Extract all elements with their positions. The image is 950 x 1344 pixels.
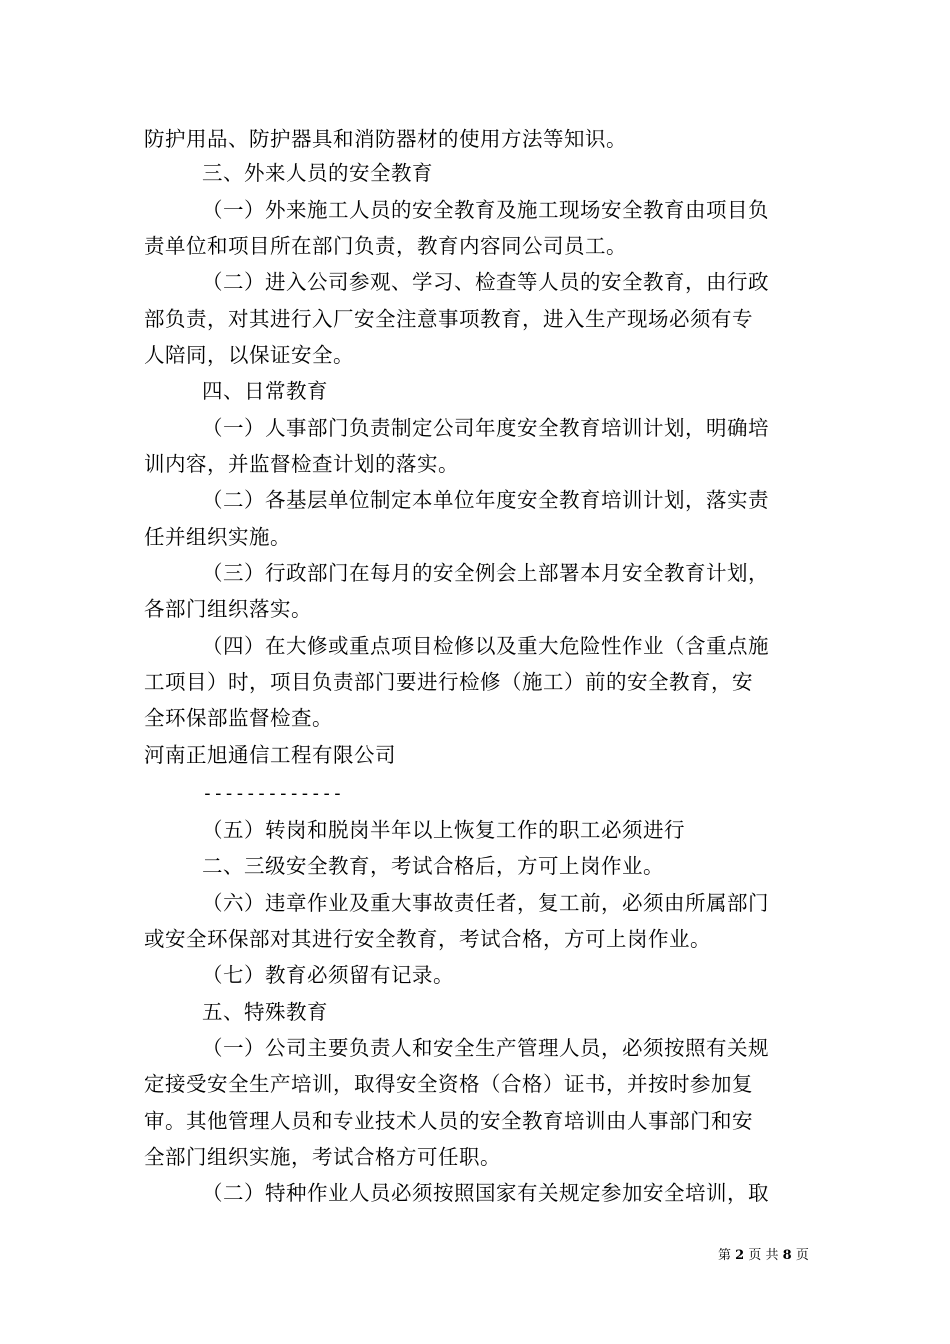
text-line: 任并组织实施。: [144, 525, 291, 549]
page-footer: [718, 1248, 809, 1264]
text-line: 各部门组织落实。: [144, 597, 312, 621]
text-line: （一）外来施工人员的安全教育及施工现场安全教育由项目负: [202, 198, 769, 222]
section-heading: 四、日常教育: [202, 379, 328, 403]
text-line: 训内容，并监督检查计划的落实。: [144, 452, 459, 476]
text-line: 责单位和项目所在部门负责，教育内容同公司员工。: [144, 234, 627, 258]
footer-total-pages: 8: [782, 1248, 792, 1263]
text-line: （二）特种作业人员必须按照国家有关规定参加安全培训，取: [202, 1181, 769, 1205]
company-name: 河南正旭通信工程有限公司: [144, 743, 396, 767]
footer-middle: 页 共: [748, 1248, 779, 1263]
text-line: （二）各基层单位制定本单位年度安全教育培训计划，落实责: [202, 488, 769, 512]
separator-line: -------------: [202, 783, 343, 804]
text-line: （一）人事部门负责制定公司年度安全教育培训计划，明确培: [202, 416, 769, 440]
footer-prefix: 第: [718, 1248, 732, 1263]
text-line: 工项目）时，项目负责部门要进行检修（施工）前的安全教育，安: [144, 670, 753, 694]
text-line: （二）进入公司参观、学习、检查等人员的安全教育，由行政: [202, 270, 769, 294]
text-line: 审。其他管理人员和专业技术人员的安全教育培训由人事部门和安: [144, 1109, 753, 1133]
footer-page-number: 2: [735, 1248, 745, 1263]
text-line: （七）教育必须留有记录。: [202, 963, 454, 987]
text-line: 部负责，对其进行入厂安全注意事项教育，进入生产现场必须有专: [144, 307, 753, 331]
text-line: 二、三级安全教育，考试合格后，方可上岗作业。: [202, 854, 664, 878]
text-line: （一）公司主要负责人和安全生产管理人员，必须按照有关规: [202, 1036, 769, 1060]
section-heading: 三、外来人员的安全教育: [202, 161, 433, 185]
text-line: （四）在大修或重点项目检修以及重大危险性作业（含重点施: [202, 634, 769, 658]
text-line: （三）行政部门在每月的安全例会上部署本月安全教育计划，: [202, 561, 769, 585]
text-line: 人陪同，以保证安全。: [144, 343, 354, 367]
text-line: （六）违章作业及重大事故责任者，复工前，必须由所属部门: [202, 891, 769, 915]
text-line: 全部门组织实施，考试合格方可任职。: [144, 1145, 501, 1169]
section-heading: 五、特殊教育: [202, 1000, 328, 1024]
text-line: 全环保部监督检查。: [144, 706, 333, 730]
text-line: 防护用品、防护器具和消防器材的使用方法等知识。: [144, 127, 627, 151]
footer-suffix: 页: [795, 1248, 809, 1263]
text-line: （五）转岗和脱岗半年以上恢复工作的职工必须进行: [202, 818, 685, 842]
text-line: 定接受安全生产培训，取得安全资格（合格）证书，并按时参加复: [144, 1072, 753, 1096]
text-line: 或安全环保部对其进行安全教育，考试合格，方可上岗作业。: [144, 927, 711, 951]
